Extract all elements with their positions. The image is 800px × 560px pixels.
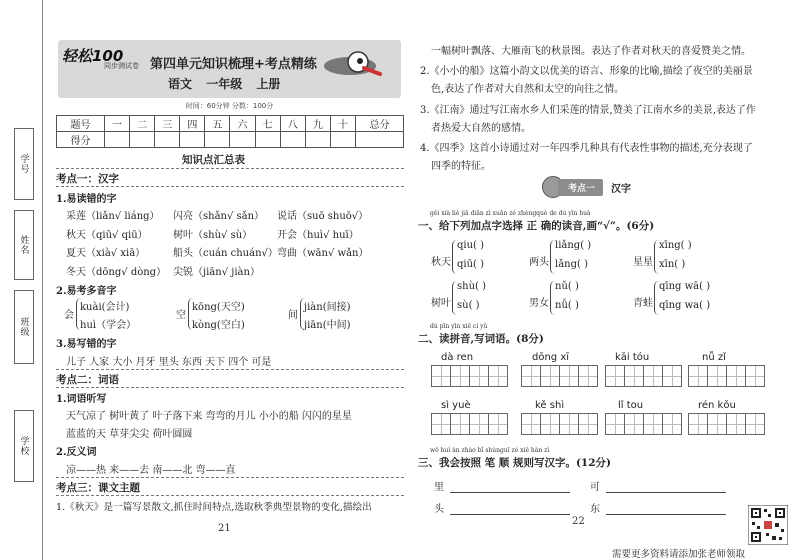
score-cell: 得分 [57,132,105,148]
choice-option[interactable]: sù( ) [457,300,480,311]
grade: 一年级 [206,77,243,91]
score-input-cell[interactable] [255,132,280,148]
text-line: 一幅树叶飘落、大雁南飞的秋景图。表达了作者对秋天的喜爱赞美之情。 [431,46,751,57]
grid-pinyin: kě shì [535,400,565,411]
choice-word: 星星 [633,257,653,268]
q3-words: 儿子 人家 大小 月牙 里头 东西 天下 四个 可是 [66,357,272,368]
choice-option[interactable]: xīn( ) [659,259,686,270]
choice-word: 男女 [529,298,549,309]
qr-code-icon [748,505,788,545]
grid-pinyin: lǐ tou [618,400,644,411]
section-3-title: 三、我会按照 笔 顺 规则写汉字。(12分) [418,457,612,469]
unit-title: 第四单元知识梳理+考点精练 [150,57,317,72]
section-pinyin: gěi xià liè jiā diǎn zì xuǎn zé zhèngquè de dú yīn huà [430,210,591,217]
writing-grid[interactable] [688,413,764,435]
grid-pinyin: dà ren [441,352,474,363]
score-cell: 八 [280,116,305,132]
word-item: 夏天（xià√ xiā） [66,248,146,259]
score-cell: 三 [155,116,180,132]
poly-char: 空 [176,310,186,321]
choice-option[interactable]: lǎng( ) [555,259,588,270]
q4-line: 蓝蓝的天 草芽尖尖 荷叶圆圆 [66,429,193,440]
choice-option[interactable]: nǔ( ) [555,281,579,292]
q4-line: 天气凉了 树叶黄了 叶子落下来 弯弯的月儿 小小的船 闪闪的星星 [66,411,352,422]
text-line: 2.《小小的船》这篇小韵文以优美的语言、形象的比喻,描绘了夜空的美丽景 [420,66,753,77]
page-number-right: 22 [572,516,585,527]
score-cell: 九 [305,116,330,132]
divider [56,186,404,187]
grid-pinyin: kāi tóu [615,352,650,363]
score-input-cell[interactable] [330,132,355,148]
score-table [56,115,404,148]
score-table-score-row [57,132,404,148]
choice-option[interactable]: qīng wā( ) [659,281,711,292]
poly-char: 间 [288,310,298,321]
side-label-name: 姓名 [14,210,34,280]
text-line: 3.《江南》通过写江南水乡人们采莲的情景,赞美了江南水乡的美景,表达了作 [420,105,756,116]
grid-pinyin: sì yuè [441,400,471,411]
choice-word: 青蛙 [633,298,653,309]
choice-word: 秋天 [431,257,451,268]
section-pinyin: dú pīn yīn xiě cí yǔ [430,323,488,330]
divider [56,495,404,496]
write-char: 里 [434,482,444,493]
grid-pinyin: nǚ zǐ [702,352,726,363]
logo-subtitle: 同步测试卷 [104,62,139,70]
summary-title: 知识点汇总表 [182,154,245,166]
score-cell: 五 [205,116,230,132]
score-input-cell[interactable] [130,132,155,148]
writing-grid[interactable] [521,365,597,387]
write-line[interactable] [450,492,570,493]
score-input-cell[interactable] [180,132,205,148]
kp3-heading: 考点三：课文主题 [56,482,140,494]
choice-option[interactable]: qiū( ) [457,259,485,270]
text-line: 色,表达了作者对大自然和太空的向往之情。 [431,84,625,95]
kp2-heading: 考点二：词语 [56,374,119,386]
word-item: 开会（huì√ huī） [277,230,359,241]
badge-topic: 汉字 [611,183,632,195]
choice-option[interactable]: shù( ) [457,281,486,292]
text-line: 者热爱大自然的感情。 [431,123,531,134]
poly-reading: kuài(会计) [80,302,130,313]
word-item: 尖锐（jiān√ jiàn） [173,267,260,278]
writing-grid[interactable] [688,365,764,387]
divider [56,168,404,169]
poly-reading: jiān(中间) [304,320,351,331]
poly-reading: kòng(空白) [192,320,245,331]
grid-pinyin: dōng xī [532,352,570,363]
writing-grid[interactable] [605,413,681,435]
q5-line: 凉——热 来——去 南——北 弯——直 [66,465,236,476]
score-input-cell[interactable] [104,132,129,148]
choice-option[interactable]: nǚ( ) [555,300,579,311]
grid-pinyin: rén kǒu [698,400,736,411]
write-line[interactable] [606,514,726,515]
q3-label: 3.易写错的字 [56,339,117,350]
score-input-cell[interactable] [230,132,255,148]
score-input-cell[interactable] [205,132,230,148]
mascot-icon [318,44,388,84]
badge-label: 考点一 [558,179,603,196]
side-label-school: 学校 [14,410,34,482]
choice-word: 树叶 [431,298,451,309]
kp1-heading: 考点一：汉字 [56,173,119,185]
word-item: 闪亮（shǎn√ sǎn） [173,211,265,222]
write-char: 东 [590,504,600,515]
divider [56,387,404,388]
score-table-header-row [57,116,404,132]
logo: 轻松100 [62,47,124,65]
q6-line: 1.《秋天》是一篇写景散文,抓住时间特点,选取秋季典型景物的变化,描绘出 [56,502,372,513]
writing-grid[interactable] [605,365,681,387]
score-input-cell[interactable] [356,132,404,148]
text-line: 4.《四季》这首小诗通过对一年四季几种具有代表性事物的描述,充分表现了 [420,143,753,154]
choice-word: 两头 [529,257,549,268]
word-item: 说话（suō shuō√） [277,211,369,222]
score-cell: 十 [330,116,355,132]
score-cell: 题号 [57,116,105,132]
score-cell: 二 [130,116,155,132]
text-line: 四季的特征。 [431,161,491,172]
word-item: 树叶（shù√ sù） [173,230,253,241]
write-line[interactable] [450,514,570,515]
subject: 语文 [168,77,193,91]
q1-label: 1.易读错的字 [56,194,117,205]
write-char: 可 [590,482,600,493]
section-badge [542,177,631,197]
term: 上册 [256,77,281,91]
choice-option[interactable]: qiu( ) [457,240,485,251]
poly-reading: jiàn(间接) [304,302,351,313]
divider [56,369,404,370]
score-input-cell[interactable] [155,132,180,148]
q5-label: 2.反义词 [56,447,97,458]
writing-grid[interactable] [431,365,507,387]
section-pinyin: wǒ huì àn zhào bǐ shùnguī zé xiě hàn zì [430,447,550,454]
divider [56,477,404,478]
score-input-cell[interactable] [280,132,305,148]
word-item: 秋天（qiū√ qiū） [66,230,148,241]
word-item: 采莲（liǎn√ liáng） [66,211,160,222]
choice-option[interactable]: liǎng( ) [555,240,592,251]
score-cell: 四 [180,116,205,132]
side-label-student-number: 学号 [14,128,34,200]
word-item: 冬天（dōng√ dòng） [66,267,167,278]
q4-label: 1.词语听写 [56,394,107,405]
footer-note: 需要更多资料请添加张老师领取 [612,549,746,560]
side-label-class: 班级 [14,290,34,364]
q2-label: 2.易考多音字 [56,286,117,297]
score-cell: 七 [255,116,280,132]
score-input-cell[interactable] [305,132,330,148]
section-2-title: 二、读拼音,写词语。(8分) [418,333,544,345]
choice-option[interactable]: qīng wa( ) [659,300,711,311]
score-cell: 六 [230,116,255,132]
poly-reading: huì（学会） [80,320,137,331]
time-and-score: 时间：60分钟 分数：100分 [185,102,274,110]
word-item: 弯曲（wān√ wǎn） [277,248,369,259]
poly-char: 会 [64,310,74,321]
word-item: 船头（cuán chuán√） [173,248,278,259]
write-char: 头 [434,504,444,515]
writing-grid[interactable] [521,413,597,435]
write-line[interactable] [606,492,726,493]
subject-line [168,75,280,92]
poly-reading: kōng(天空) [192,302,245,313]
page-number-left: 21 [218,523,231,534]
section-1-title: 一、给下列加点字选择 正 确的读音,画“√”。(6分) [418,220,655,232]
choice-option[interactable]: xīng( ) [659,240,692,251]
score-cell: 总分 [356,116,404,132]
binding-line [42,0,43,560]
score-cell: 一 [104,116,129,132]
writing-grid[interactable] [431,413,507,435]
